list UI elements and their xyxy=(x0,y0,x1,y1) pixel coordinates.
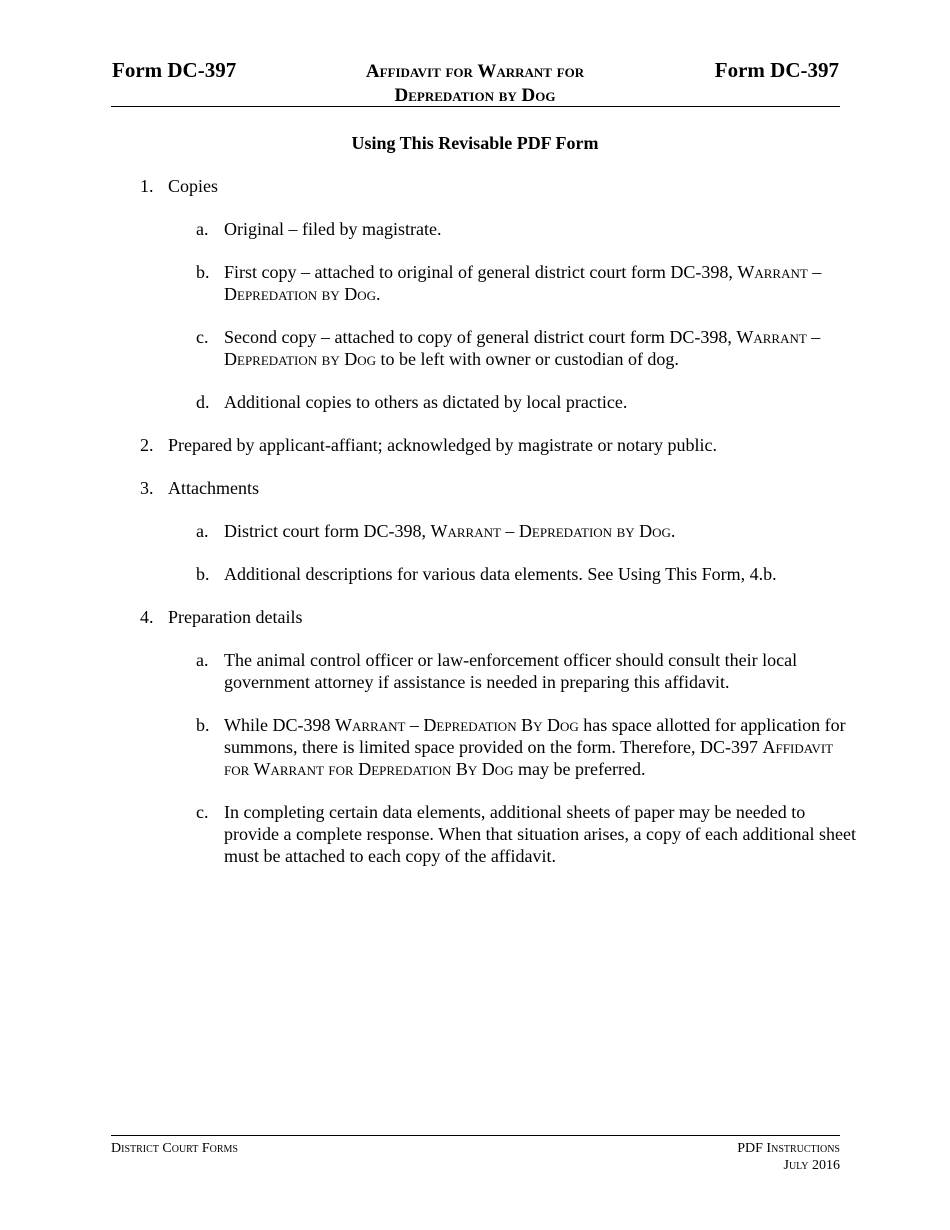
instructions-list xyxy=(140,175,860,888)
sub-item-text: Additional copies to others as dictated by local practice. xyxy=(224,392,628,412)
sub-item xyxy=(140,714,860,780)
list-item xyxy=(140,606,860,628)
sub-item-form-name: Warrant – Depredation by Dog xyxy=(224,327,821,369)
sub-item-text-end: . xyxy=(376,284,381,304)
form-title xyxy=(261,60,689,108)
sub-item-letter: d. xyxy=(196,392,210,412)
sub-item-letter: c. xyxy=(196,327,209,347)
sub-item-text: Additional descriptions for various data elements. See Using This Form, 4.b. xyxy=(224,564,777,584)
sub-item-letter: b. xyxy=(196,715,210,735)
form-id-right: Form DC-397 xyxy=(714,58,839,82)
sub-item xyxy=(140,563,860,585)
sub-item xyxy=(140,218,860,240)
footer-right xyxy=(737,1140,840,1174)
page-header xyxy=(111,56,840,107)
sub-item-letter: a. xyxy=(196,650,209,670)
sub-item-text: District court form DC-398, xyxy=(224,521,431,541)
list-item xyxy=(140,434,860,456)
item-number: 3. xyxy=(140,478,154,498)
sub-item-letter: c. xyxy=(196,802,209,822)
list-item xyxy=(140,477,860,499)
section-title: Using This Revisable PDF Form xyxy=(351,133,599,153)
sub-item-letter: b. xyxy=(196,262,210,282)
sub-item-form-name: Warrant – Depredation by Dog xyxy=(224,262,822,304)
sub-item-letter: a. xyxy=(196,521,209,541)
item-number: 4. xyxy=(140,607,154,627)
sub-item-text: First copy – attached to original of general district court form DC-398, xyxy=(224,262,738,282)
sub-item-text-end: to be left with owner or custodian of dog. xyxy=(376,349,679,369)
form-id-left: Form DC-397 xyxy=(112,58,237,82)
item-text: Preparation details xyxy=(168,607,303,627)
form-title-line1: Affidavit for Warrant for xyxy=(365,61,585,82)
sub-item-form-name-2: Affidavit for Warrant for Depredation By Dog xyxy=(224,737,834,779)
footer-right-line2: July 2016 xyxy=(783,1158,840,1173)
sub-item xyxy=(140,801,860,867)
sub-item-text: The animal control officer or law-enforcement officer should consult their local government attorney if assistance is needed in preparing this affidavit. xyxy=(224,650,798,692)
sub-item-text: Original – filed by magistrate. xyxy=(224,219,442,239)
sub-item-text-end: . xyxy=(670,521,676,541)
sub-item xyxy=(140,520,860,542)
sub-item-form-name: Warrant – Depredation By Dog xyxy=(334,715,579,735)
list-item xyxy=(140,175,860,197)
sub-item-text-end: may be preferred. xyxy=(513,759,646,779)
sub-item xyxy=(140,391,860,413)
sub-item xyxy=(140,261,890,305)
page-footer xyxy=(111,1135,840,1173)
form-title-line2: Depredation by Dog xyxy=(394,85,556,106)
item-text: Prepared by applicant-affiant; acknowledged by magistrate or notary public. xyxy=(168,435,717,455)
sub-item xyxy=(140,326,860,370)
sub-item-text-mid: has space allotted for application for summons, there is limited space provided on the form. Therefore, DC-397 xyxy=(224,715,846,757)
sub-item-text: In completing certain data elements, additional sheets of paper may be needed to provide a complete response. When that situation arises, a copy of each additional sheet must be attached to each copy of the affidavit. xyxy=(224,802,856,866)
item-text: Copies xyxy=(168,176,219,196)
item-number: 2. xyxy=(140,435,154,455)
sub-item-form-name: Warrant – Depredation by Dog xyxy=(430,521,671,541)
sub-item-letter: b. xyxy=(196,564,210,584)
item-text: Attachments xyxy=(168,478,259,498)
footer-left: District Court Forms xyxy=(111,1141,238,1156)
sub-item-letter: a. xyxy=(196,219,209,239)
sub-item xyxy=(140,649,860,693)
sub-item-text: Second copy – attached to copy of general district court form DC-398, xyxy=(224,327,737,347)
sub-item-text: While DC-398 xyxy=(224,715,335,735)
footer-right-line1: PDF Instructions xyxy=(737,1141,840,1156)
item-number: 1. xyxy=(140,176,154,196)
